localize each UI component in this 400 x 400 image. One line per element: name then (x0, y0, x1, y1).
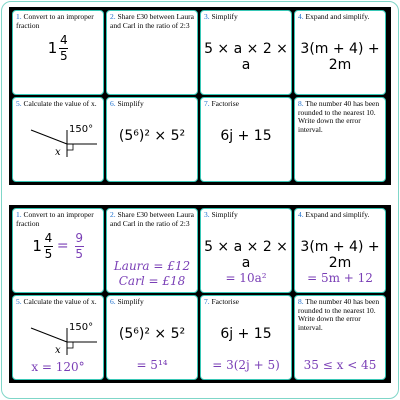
card-q2 (106, 10, 198, 95)
question-number: 2. (110, 210, 116, 219)
question-text: Factorise (211, 99, 239, 108)
question-text: Simplify (211, 210, 238, 219)
question-text: Convert to an improper fraction (16, 12, 94, 30)
question-number: 8. (298, 297, 304, 306)
question-text: Factorise (211, 297, 239, 306)
question-number: 2. (110, 12, 116, 21)
question-number: 6. (110, 99, 116, 108)
angle-label: 150° (69, 124, 94, 135)
angle-label: 150° (69, 322, 94, 333)
card-q8-answer (294, 295, 386, 380)
denominator: 5 (44, 246, 53, 261)
question-text: The number 40 has been rounded to the nearest 10. Write down the error interval. (298, 99, 380, 134)
question-text: Share £30 between Laura and Carl in the ratio of 2:3 (110, 12, 194, 30)
question-text: Simplify (117, 297, 144, 306)
answer-numerator: 9 (75, 230, 83, 245)
card-q1-answer (12, 208, 104, 293)
question-number: 4. (298, 12, 304, 21)
answer: = 10a² (225, 271, 267, 285)
numerator: 4 (44, 230, 53, 245)
mixed-number-with-answer (13, 230, 103, 262)
question-number: 3. (204, 210, 210, 219)
equals-sign: = (56, 238, 69, 254)
numerator: 4 (59, 32, 68, 47)
answer-carl: Carl = £18 (118, 274, 186, 288)
card-q6-answer (106, 295, 198, 380)
expression: 5 × a × 2 × a (204, 41, 288, 73)
whole-part: 1 (32, 237, 42, 255)
question-number: 6. (110, 297, 116, 306)
card-q3-answer (200, 208, 292, 293)
question-text: Calculate the value of x. (23, 297, 97, 306)
question-number: 7. (204, 99, 210, 108)
expression: 5 × a × 2 × a (204, 239, 288, 271)
question-number: 5. (16, 99, 22, 108)
answer: = 3(2j + 5) (212, 358, 280, 372)
question-text: Expand and simplify. (305, 210, 370, 219)
card-q5-answer (12, 295, 104, 380)
expression: 3(m + 4) + 2m (300, 239, 380, 271)
card-q7-answer (200, 295, 292, 380)
question-number: 3. (204, 12, 210, 21)
question-number: 5. (16, 297, 22, 306)
question-number: 4. (298, 210, 304, 219)
mixed-number (13, 32, 103, 64)
question-number: 1. (16, 12, 22, 21)
question-text: Calculate the value of x. (23, 99, 97, 108)
card-q8 (294, 97, 386, 182)
denominator: 5 (59, 48, 68, 63)
card-q6 (106, 97, 198, 182)
question-text: Share £30 between Laura and Carl in the ratio of 2:3 (110, 210, 194, 228)
card-q5 (12, 97, 104, 182)
answers-panel (9, 205, 391, 383)
answer-fraction (75, 232, 84, 261)
fraction (44, 232, 53, 261)
question-number: 8. (298, 99, 304, 108)
expression: 6j + 15 (220, 326, 272, 342)
answer: = 5¹⁴ (136, 358, 168, 372)
angle-variable: x (55, 147, 61, 158)
angle-variable: x (55, 345, 61, 356)
question-text: Simplify (211, 12, 238, 21)
whole-part: 1 (47, 39, 58, 57)
answer: x = 120° (31, 360, 85, 374)
answer-laura: Laura = £12 (113, 259, 191, 273)
expression: (5⁶)² × 5² (118, 326, 186, 342)
question-text: The number 40 has been rounded to the nearest 10. Write down the error interval. (298, 297, 380, 332)
card-q4 (294, 10, 386, 95)
angle-diagram (19, 316, 99, 356)
card-q2-answer (106, 208, 198, 293)
questions-panel (9, 7, 391, 185)
answer: 35 ≤ x < 45 (303, 358, 377, 372)
question-number: 7. (204, 297, 210, 306)
question-text: Simplify (117, 99, 144, 108)
expression: 6j + 15 (220, 128, 272, 144)
expression: (5⁶)² × 5² (118, 128, 186, 144)
question-text: Expand and simplify. (305, 12, 370, 21)
question-text: Convert to an improper fraction (16, 210, 94, 228)
expression: 3(m + 4) + 2m (300, 41, 380, 73)
card-q3 (200, 10, 292, 95)
fraction (59, 34, 68, 63)
angle-diagram (19, 118, 99, 158)
card-q1 (12, 10, 104, 95)
card-q4-answer (294, 208, 386, 293)
answer: = 5m + 12 (307, 271, 373, 285)
question-number: 1. (16, 210, 22, 219)
answer-denominator: 5 (75, 246, 83, 261)
card-q7 (200, 97, 292, 182)
